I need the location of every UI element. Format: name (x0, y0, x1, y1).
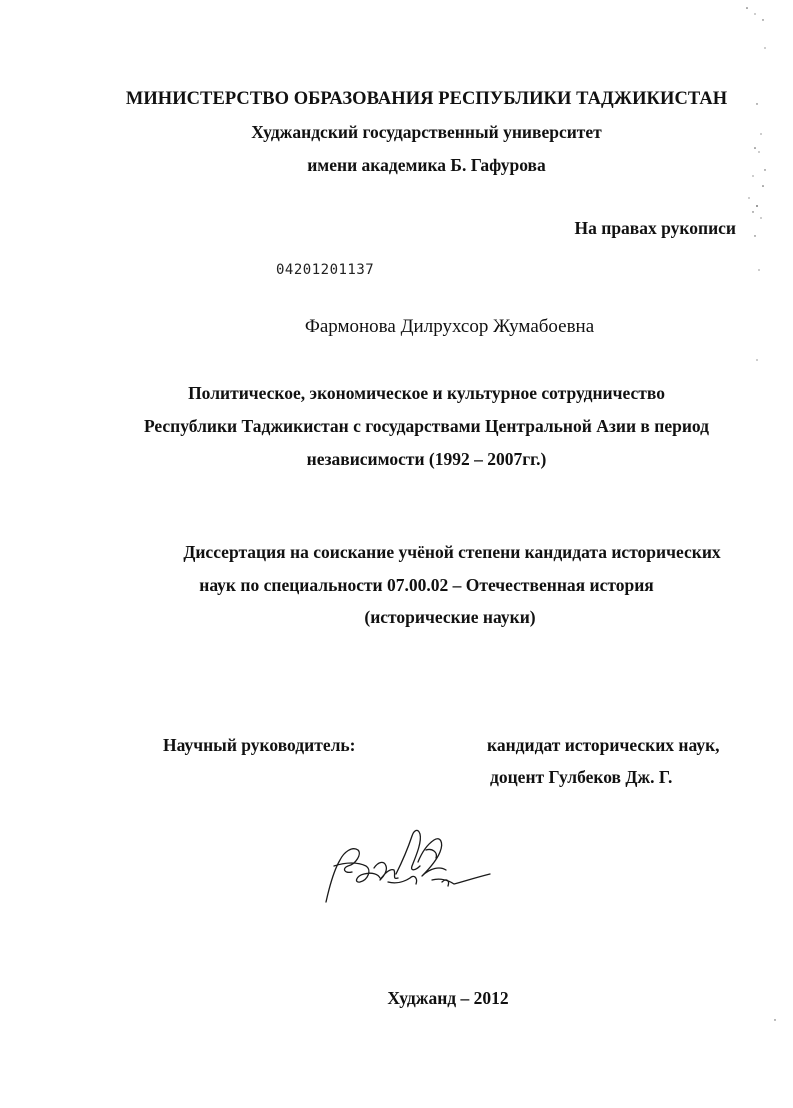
dissertation-title-line: Политическое, экономическое и культурное сотрудничество (188, 383, 665, 403)
scan-noise-marks (735, 0, 793, 1108)
supervisor-degree: кандидат исторических наук, (487, 735, 720, 755)
degree-statement-line: (исторические науки) (364, 607, 536, 627)
manuscript-rights-label: На правах рукописи (574, 218, 736, 238)
supervisor-label: Научный руководитель: (163, 735, 356, 755)
place-and-year: Худжанд – 2012 (387, 988, 509, 1008)
ministry-heading: МИНИСТЕРСТВО ОБРАЗОВАНИЯ РЕСПУБЛИКИ ТАДЖИКИСТАН (125, 89, 728, 109)
handwritten-signature (322, 822, 492, 907)
degree-statement-line: Диссертация на соискание учёной степени кандидата исторических (183, 542, 721, 562)
university-named-after: имени академика Б. Гафурова (307, 155, 546, 175)
university-name: Худжандский государственный университет (251, 122, 602, 142)
registration-number: 04201201137 (276, 262, 375, 278)
supervisor-name: доцент Гулбеков Дж. Г. (490, 767, 673, 787)
author-name: Фармонова Дилрухсор Жумабоевна (304, 316, 595, 337)
degree-statement-line: наук по специальности 07.00.02 – Отечественная история (199, 575, 654, 595)
dissertation-title-line: Республики Таджикистан с государствами Центральной Азии в период (143, 416, 710, 436)
dissertation-title-line: независимости (1992 – 2007гг.) (306, 449, 547, 469)
